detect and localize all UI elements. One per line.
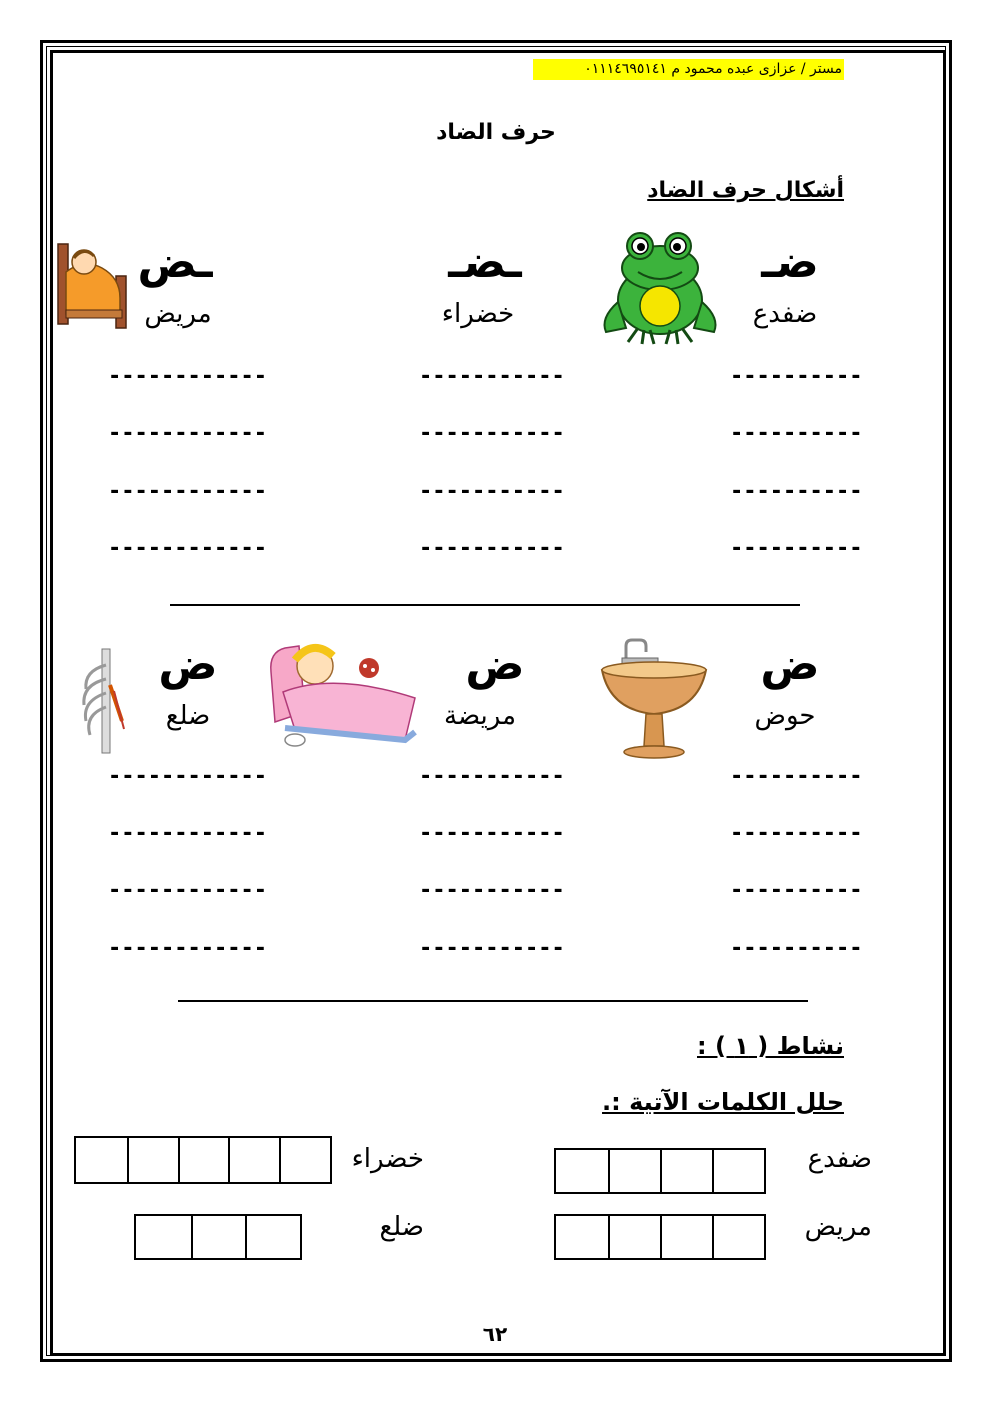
activity-word: ضلع (379, 1212, 424, 1242)
write-line: ---------- (730, 764, 863, 789)
section-divider (178, 1000, 808, 1002)
letter-boxes[interactable] (134, 1214, 302, 1260)
letter-boxes[interactable] (554, 1214, 766, 1260)
page-number: ٦٢ (482, 1322, 508, 1346)
letter-boxes[interactable] (74, 1136, 332, 1184)
section-divider (170, 604, 800, 606)
write-line: ------------ (108, 764, 267, 789)
write-line: ------------ (108, 936, 267, 961)
write-line: ------------ (108, 536, 267, 561)
sink-icon (598, 638, 710, 762)
letter-boxes[interactable] (554, 1148, 766, 1194)
letter-medial: ـضـ (448, 237, 522, 288)
activity-word: ضفدع (807, 1144, 872, 1174)
page-title: حرف الضاد (436, 120, 556, 145)
write-line: ---------- (730, 821, 863, 846)
write-line: ---------- (730, 479, 863, 504)
word-rib: ضلع (165, 701, 211, 731)
teacher-note: مستر / عزازى عبده محمود م ٠١١١٤٦٩٥١٤١ (533, 59, 844, 80)
rib-cage-icon (78, 645, 130, 757)
write-line: ----------- (419, 821, 565, 846)
activity-word: مريض (804, 1212, 872, 1242)
letter-isolated: ض (465, 639, 525, 690)
write-line: ----------- (419, 936, 565, 961)
write-line: ------------ (108, 821, 267, 846)
letter-isolated: ض (158, 639, 218, 690)
write-line: ---------- (730, 536, 863, 561)
letter-final: ـض (137, 237, 213, 288)
frog-icon (598, 228, 722, 346)
write-line: ------------ (108, 421, 267, 446)
write-line: ----------- (419, 536, 565, 561)
word-patient: مريض (144, 299, 212, 329)
word-basin: حوض (754, 701, 816, 731)
write-line: ----------- (419, 421, 565, 446)
write-line: ------------ (108, 479, 267, 504)
activity-title: نشاط ( ١ ) : (697, 1032, 844, 1060)
letter-initial: ضـ (761, 237, 819, 288)
word-frog: ضفدع (752, 299, 818, 329)
write-line: ---------- (730, 364, 863, 389)
write-line: ------------ (108, 364, 267, 389)
write-line: ---------- (730, 421, 863, 446)
write-line: ---------- (730, 936, 863, 961)
write-line: ----------- (419, 878, 565, 903)
write-line: ----------- (419, 364, 565, 389)
sick-girl-icon (265, 632, 425, 750)
write-line: ---------- (730, 878, 863, 903)
write-line: ------------ (108, 878, 267, 903)
forms-title: أشكال حرف الضاد (647, 178, 844, 203)
activity-word: خضراء (351, 1144, 424, 1174)
word-green: خضراء (441, 299, 515, 329)
bed-patient-icon (54, 238, 134, 332)
word-sick-girl: مريضة (444, 701, 516, 731)
write-line: ----------- (419, 764, 565, 789)
activity-instruction: حلل الكلمات الآتية :. (602, 1088, 844, 1116)
write-line: ----------- (419, 479, 565, 504)
letter-isolated: ض (760, 639, 820, 690)
